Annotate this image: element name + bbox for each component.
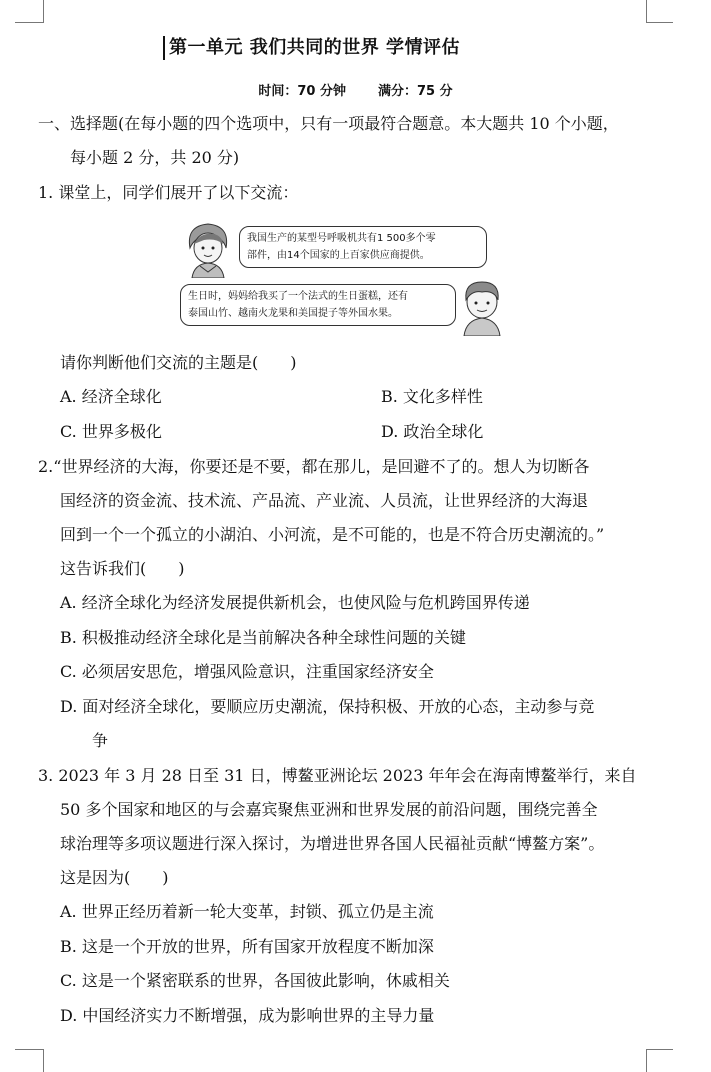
crop-mark-bottom-right [646, 1049, 673, 1072]
q2-stem-line3: 回到一个一个孤立的小湖泊、小河流，是不可能的，也是不符合历史潮流的。” [60, 525, 605, 544]
q1-option-c: C. 世界多极化 [60, 422, 162, 441]
q3-stem-line1: 3. 2023 年 3 月 28 日至 31 日，博鳌亚洲论坛 2023 年年会在海南博鳌举行，来自 [38, 766, 637, 785]
q3-option-d: D. 中国经济实力不断增强，成为影响世界的主导力量 [60, 1006, 435, 1025]
q2-option-a: A. 经济全球化为经济发展提供新机会，也使风险与危机跨国界传递 [60, 593, 530, 612]
q1-ask: 请你判断他们交流的主题是( ) [60, 353, 297, 372]
page-title: 第一单元 我们共同的世界 学情评估 [163, 36, 460, 60]
q1-option-a: A. 经济全球化 [60, 387, 162, 406]
bubble2-line2: 泰国山竹、越南火龙果和美国提子等外国水果。 [188, 308, 398, 319]
q2-option-d-line2: 争 [92, 731, 109, 750]
q1-option-d: D. 政治全球化 [381, 422, 484, 441]
bubble2-line1: 生日时，妈妈给我买了一个法式的生日蛋糕，还有 [188, 291, 408, 302]
bubble1-line1: 我国生产的某型号呼吸机共有1 500多个零 [247, 233, 436, 244]
q2-stem-line4: 这告诉我们( ) [60, 559, 185, 578]
q1-illustration [180, 220, 510, 338]
q1-stem: 1. 课堂上，同学们展开了以下交流： [38, 183, 299, 202]
q1-speech-bubble-2 [180, 284, 456, 326]
section-heading-line2: 每小题 2 分，共 20 分) [70, 148, 240, 167]
exam-score: 满分：75 分 [378, 84, 453, 99]
crop-mark-bottom-left [15, 1049, 44, 1072]
q1-speech-bubble-1 [239, 226, 487, 268]
q1-option-b: B. 文化多样性 [381, 387, 483, 406]
q2-option-c: C. 必须居安思危，增强风险意识，注重国家经济安全 [60, 662, 434, 681]
section-heading-line1: 一、选择题(在每小题的四个选项中，只有一项最符合题意。本大题共 10 个小题， [38, 114, 619, 133]
q3-stem-line2: 50 多个国家和地区的与会嘉宾聚焦亚洲和世界发展的前沿问题，围绕完善全 [60, 800, 598, 819]
girl-figure-icon [180, 220, 236, 278]
q3-option-a: A. 世界正经历着新一轮大变革，封锁、孤立仍是主流 [60, 902, 434, 921]
exam-meta [0, 80, 711, 99]
q3-stem-line4: 这是因为( ) [60, 868, 169, 887]
q3-stem-line3: 球治理等多项议题进行深入探讨，为增进世界各国人民福祉贡献“博鳌方案”。 [60, 834, 605, 853]
q2-stem-line2: 国经济的资金流、技术流、产品流、产业流、人员流，让世界经济的大海退 [60, 491, 589, 510]
exam-time: 时间：70 分钟 [258, 84, 346, 99]
q3-option-b: B. 这是一个开放的世界，所有国家开放程度不断加深 [60, 937, 434, 956]
q3-option-c: C. 这是一个紧密联系的世界，各国彼此影响，休戚相关 [60, 971, 450, 990]
q2-option-b: B. 积极推动经济全球化是当前解决各种全球性问题的关键 [60, 628, 466, 647]
bubble1-line2: 部件，由14个国家的上百家供应商提供。 [247, 250, 430, 261]
q2-stem-line1: 2.“世界经济的大海，你要还是不要，都在那儿，是回避不了的。想人为切断各 [38, 457, 590, 476]
crop-mark-top-right [646, 0, 673, 23]
q2-option-d-line1: D. 面对经济全球化，要顺应历史潮流，保持积极、开放的心态，主动参与竞 [60, 697, 595, 716]
crop-mark-top-left [15, 0, 44, 23]
boy-figure-icon [454, 276, 510, 336]
